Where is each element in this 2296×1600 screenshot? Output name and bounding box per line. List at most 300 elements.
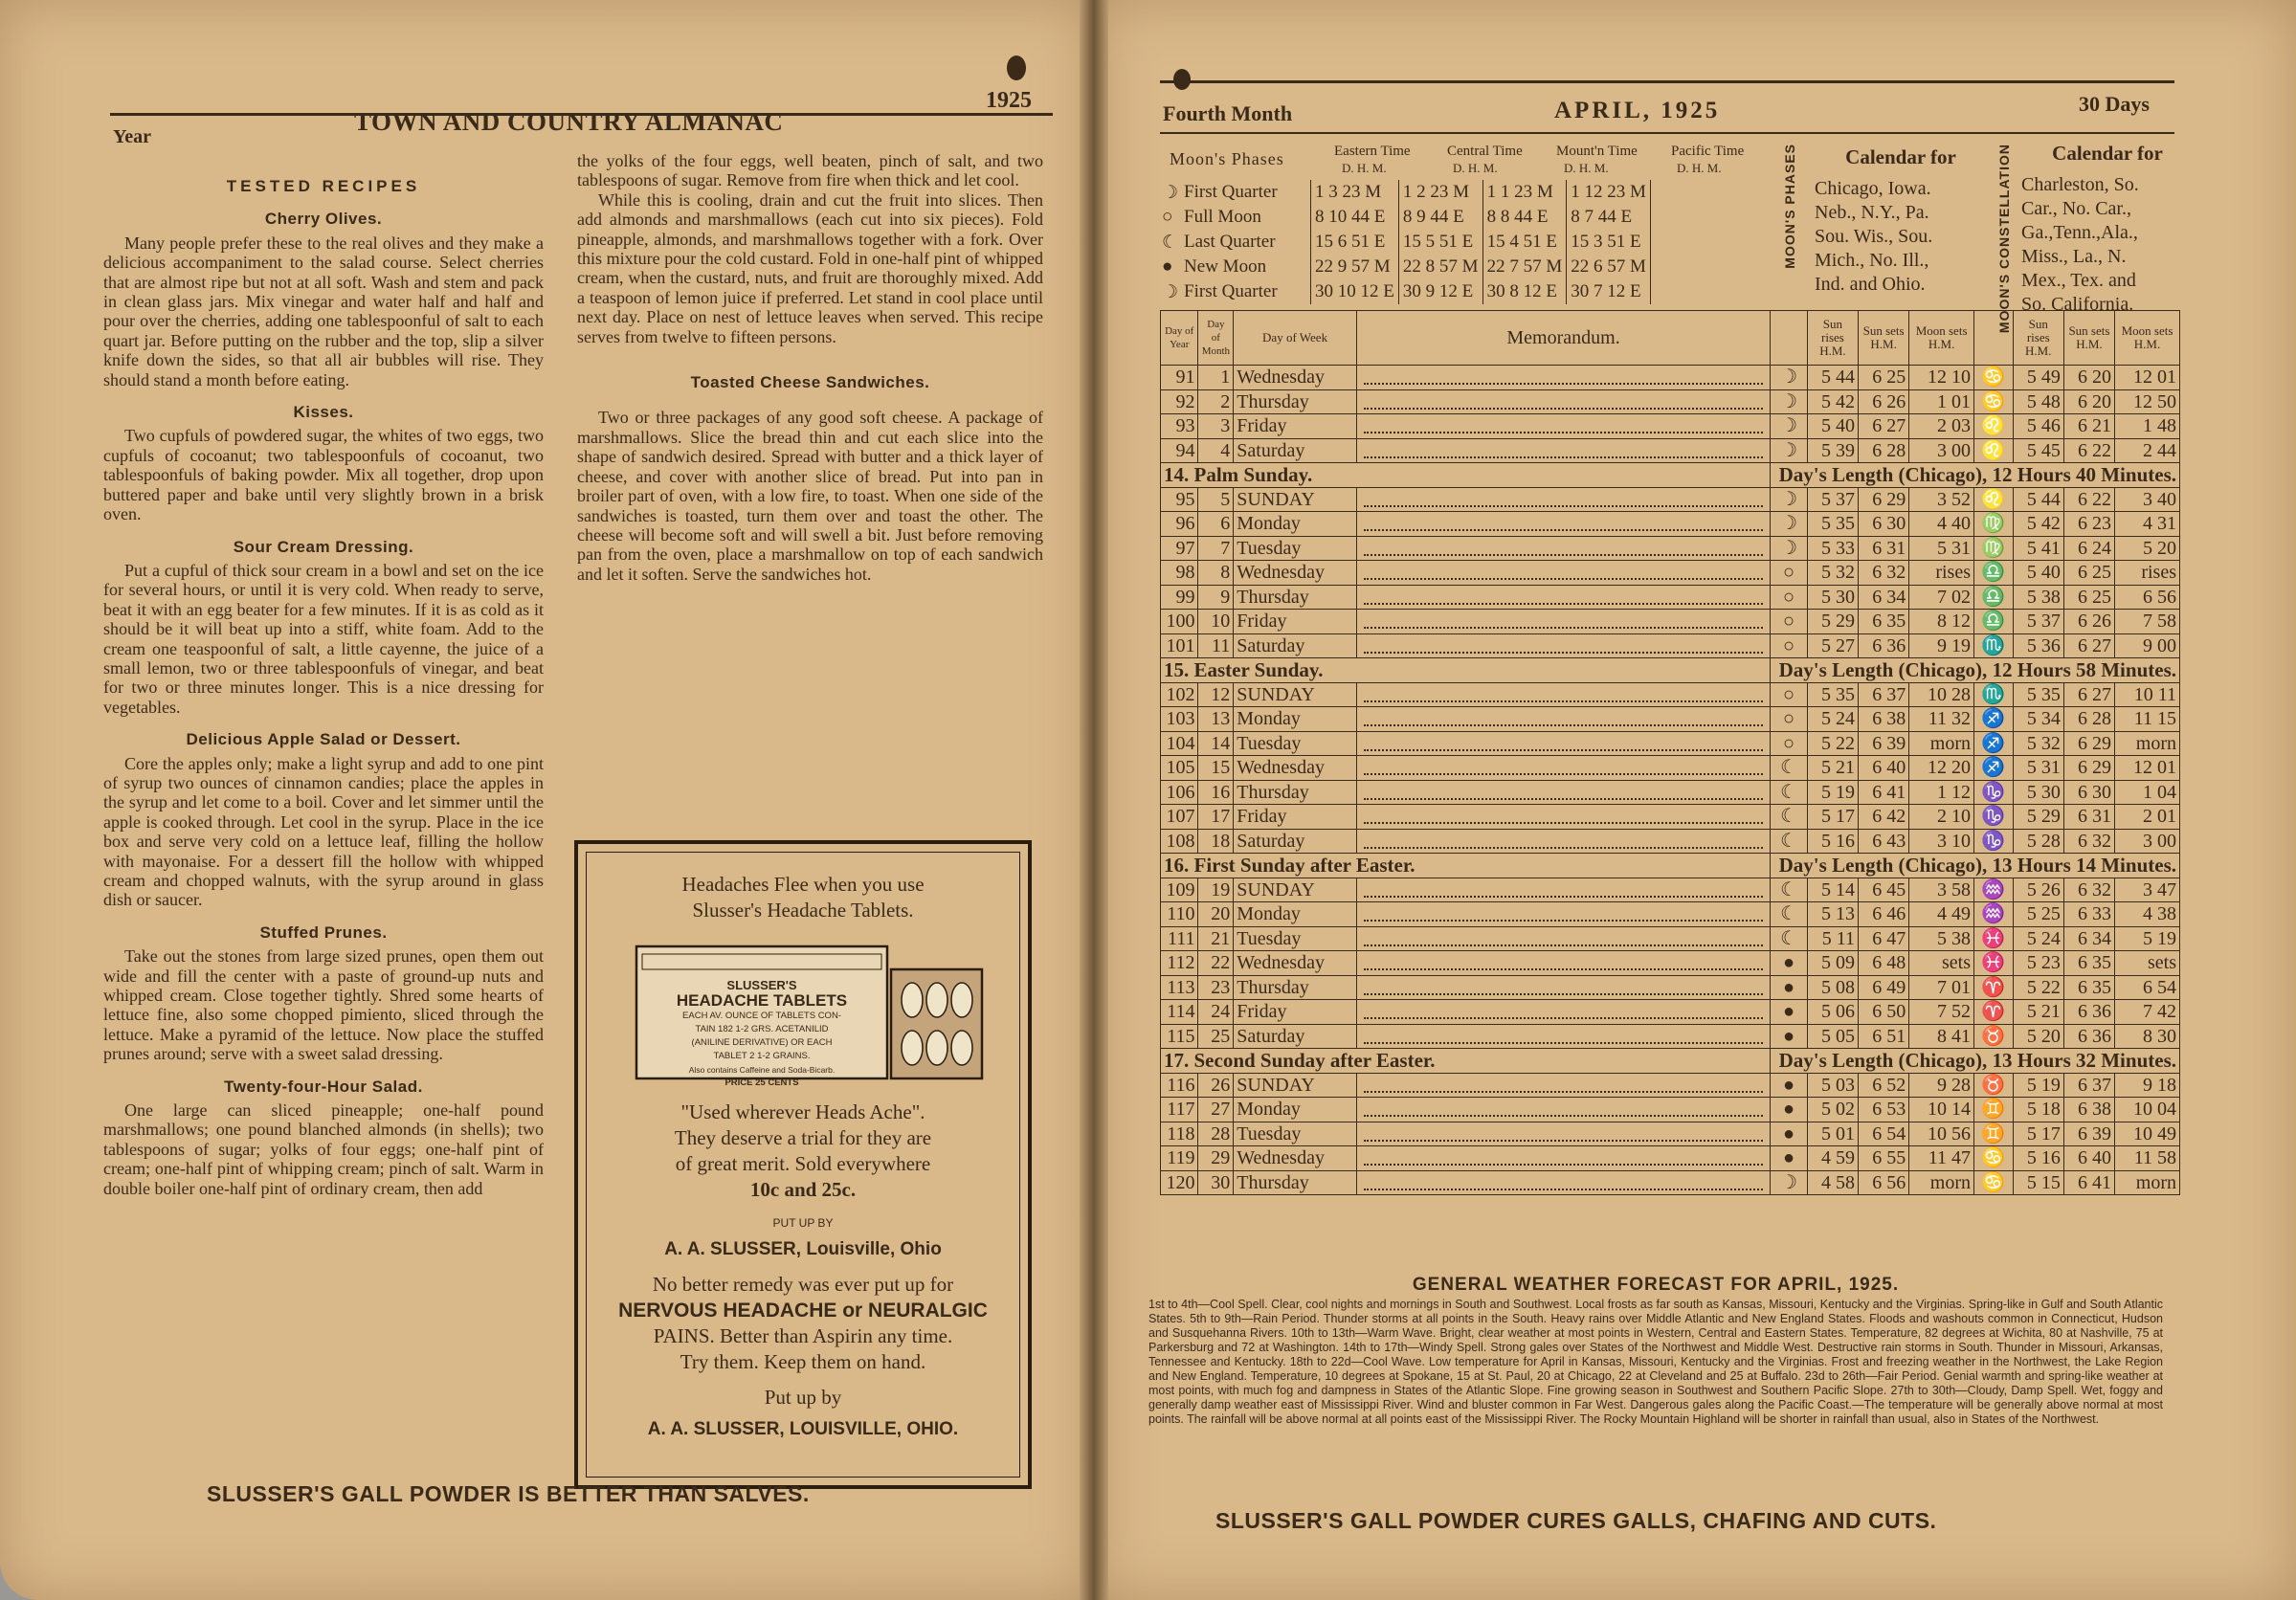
moon-sets: 12 10	[1909, 366, 1974, 390]
moon-sets-south: 1 48	[2115, 414, 2180, 439]
moon-phase-icon: ☽	[1771, 487, 1808, 512]
sun-sets: 6 28	[1859, 438, 1909, 463]
sun-sets: 6 26	[1859, 389, 1909, 414]
moon-sets: 9 19	[1909, 633, 1974, 658]
day-row	[1161, 1122, 2180, 1146]
moon-phase-icon: ☾	[1162, 232, 1179, 253]
sun-sets: 6 45	[1859, 878, 1909, 902]
header-year-label: Year	[113, 126, 151, 147]
moon-sets-south: 5 20	[2115, 536, 2180, 561]
sun-rises-south: 5 18	[2013, 1098, 2063, 1122]
column-header-set: Sun sets H.M.	[2063, 311, 2114, 366]
sun-sets-south: 6 41	[2063, 1170, 2114, 1195]
moon-sets: 3 52	[1909, 487, 1974, 512]
memo-dotted-line	[1364, 955, 1763, 970]
day-length: Day's Length (Chicago), 12 Hours 40 Minutes.	[1771, 463, 2180, 488]
memo[interactable]	[1356, 561, 1770, 586]
moon-sets: 5 31	[1909, 536, 1974, 561]
constellation-sign: ♑	[1974, 805, 2014, 830]
almanac-title: TOWN AND COUNTRY ALMANAC	[354, 107, 784, 136]
sun-sets: 6 39	[1859, 731, 1909, 756]
header-year-number: 1925	[986, 88, 1032, 113]
day-of-week: Wednesday	[1234, 756, 1357, 781]
box-title: HEADACHE TABLETS	[676, 991, 848, 1010]
day-of-week: Wednesday	[1234, 951, 1357, 976]
day-of-year: 113	[1161, 975, 1198, 1000]
sun-rises-south: 5 20	[2013, 1024, 2063, 1049]
memo-dotted-line	[1364, 541, 1763, 556]
column-header-blank	[1771, 311, 1808, 366]
constellation-sign: ♑	[1974, 829, 2014, 854]
moon-sets-south: 5 19	[2115, 926, 2180, 951]
calendar-region-line: Neb., N.Y., Pa.	[1815, 202, 1929, 223]
sun-rises-south: 5 26	[2013, 878, 2063, 902]
memo-dotted-line	[1364, 369, 1763, 385]
right-footer: SLUSSER'S GALL POWDER CURES GALLS, CHAFING AND CUTS.	[1215, 1508, 1937, 1533]
constellation-sign: ♌	[1974, 487, 2014, 512]
recipe-paragraph: One large can sliced pineapple; one-half pound marshmallows; one pound blanched almonds (in shells); two tablespoons of sugar; yolks of four eggs; one-half pint of cream; one-half pint of whipping cream; pinch of salt. Warm in double boiler one-half pint of ordinary cream, then add	[103, 1100, 544, 1198]
moon-sets: morn	[1909, 1170, 1974, 1195]
day-of-month: 9	[1198, 585, 1234, 610]
week-label: 14. Palm Sunday.	[1161, 463, 1771, 488]
day-of-week: Friday	[1234, 805, 1357, 830]
central-time: 22 8 57 M	[1398, 255, 1482, 279]
memo-dotted-line	[1364, 711, 1763, 726]
memo[interactable]	[1356, 1000, 1770, 1025]
moon-phase-icon: ☾	[1771, 902, 1808, 927]
book-gutter	[1080, 0, 1108, 1600]
moon-sets-south: 3 40	[2115, 487, 2180, 512]
sun-rises: 5 11	[1807, 926, 1858, 951]
day-of-year: 103	[1161, 707, 1198, 732]
sun-sets-south: 6 35	[2063, 951, 2114, 976]
sun-rises: 5 30	[1807, 585, 1858, 610]
moon-sets-south: sets	[2115, 951, 2180, 976]
recipe-paragraph: While this is cooling, drain and cut the fruit into slices. Then add almonds and marshmallows (each cut into six pieces). Fold pineapple, almonds, and marshmallows together with a fork. Over this mixture pour the cold custard. Fold in one-half pint of whipped cream, when the custard, nuts, and fruit are thoroughly mixed. Add a teaspoon of lemon juice if preferred. Let stand in cool place until next day. Place on nest of lettuce leaves when served. This recipe serves from twelve to fifteen persons.	[577, 189, 1043, 346]
sun-rises-south: 5 46	[2013, 414, 2063, 439]
constellation-sign: ♎	[1974, 585, 2014, 610]
day-of-week: Monday	[1234, 1098, 1357, 1122]
moon-sets: morn	[1909, 731, 1974, 756]
moon-sets-south: 10 04	[2115, 1098, 2180, 1122]
day-of-year: 118	[1161, 1122, 1198, 1146]
moon-phases-table	[1160, 180, 1651, 304]
constellation-sign: ♉	[1974, 1073, 2014, 1098]
memo-dotted-line	[1364, 809, 1763, 824]
sun-rises: 5 35	[1807, 512, 1858, 537]
tablet-box-label	[642, 979, 881, 1090]
sun-sets-south: 6 23	[2063, 512, 2114, 537]
central-time: 8 9 44 E	[1398, 205, 1482, 230]
moon-sets-south: 4 31	[2115, 512, 2180, 537]
moon-phase-icon: ☾	[1771, 878, 1808, 902]
day-of-month: 3	[1198, 414, 1234, 439]
constellation-sign: ♋	[1974, 366, 2014, 390]
memo[interactable]	[1356, 1024, 1770, 1049]
memo[interactable]	[1356, 707, 1770, 732]
column-header-dom: Day of Month	[1198, 311, 1234, 366]
weather-title: GENERAL WEATHER FORECAST FOR APRIL, 1925.	[1412, 1275, 1900, 1295]
calendar-title: Calendar for	[1845, 145, 1956, 168]
memo[interactable]	[1356, 829, 1770, 854]
day-of-year: 91	[1161, 366, 1198, 390]
recipe-paragraph: Two cupfuls of powdered sugar, the whites of two eggs, two cupfuls of cocoanut; two tablespoonfuls of cocoanut, two tablespoonfuls of baking powder. Mix all together, drop upon buttered paper and bake until very slightly brown in a brisk oven.	[103, 426, 544, 524]
memo-dotted-line	[1364, 1078, 1763, 1093]
sun-sets: 6 50	[1859, 1000, 1909, 1025]
day-of-month: 4	[1198, 438, 1234, 463]
sun-sets: 6 51	[1859, 1024, 1909, 1049]
sun-rises-south: 5 40	[2013, 561, 2063, 586]
sun-sets: 6 31	[1859, 536, 1909, 561]
mountain-time: 8 8 44 E	[1482, 205, 1567, 230]
column-header-dow: Day of Week	[1234, 311, 1357, 366]
moon-phase-icon: ○	[1771, 585, 1808, 610]
sun-sets: 6 48	[1859, 951, 1909, 976]
calendar-region-line: Miss., La., N.	[2021, 246, 2127, 267]
sun-rises-south: 5 21	[2013, 1000, 2063, 1025]
sun-sets: 6 55	[1859, 1146, 1909, 1171]
sun-sets-south: 6 39	[2063, 1122, 2114, 1146]
recipe-title: Cherry Olives.	[264, 210, 383, 229]
day-of-week: Wednesday	[1234, 366, 1357, 390]
day-of-week: Saturday	[1234, 1024, 1357, 1049]
box-text: (ANILINE DERIVATIVE) OR EACH	[691, 1037, 833, 1048]
memo-dotted-line	[1364, 492, 1763, 507]
sun-sets-south: 6 29	[2063, 756, 2114, 781]
memo-dotted-line	[1364, 443, 1763, 458]
memo[interactable]	[1356, 414, 1770, 439]
moon-phase-icon: ●	[1771, 1122, 1808, 1146]
constellation-sign: ♈	[1974, 975, 2014, 1000]
sun-sets: 6 29	[1859, 487, 1909, 512]
week-label: 16. First Sunday after Easter.	[1161, 854, 1771, 878]
calendar-region-line: Charleston, So.	[2021, 174, 2139, 195]
moon-phase-icon: ●	[1771, 1098, 1808, 1122]
sun-sets: 6 54	[1859, 1122, 1909, 1146]
sun-sets: 6 52	[1859, 1073, 1909, 1098]
moon-sets-south: 12 50	[2115, 389, 2180, 414]
central-time: 1 2 23 M	[1398, 180, 1482, 205]
moon-phase-row	[1160, 205, 1650, 230]
memo[interactable]	[1356, 1098, 1770, 1122]
moon-phase-icon: ●	[1771, 1073, 1808, 1098]
day-of-month: 24	[1198, 1000, 1234, 1025]
pacific-time: 15 3 51 E	[1567, 230, 1651, 255]
day-row	[1161, 829, 2180, 854]
moon-phase-icon: ☾	[1771, 756, 1808, 781]
day-of-year: 107	[1161, 805, 1198, 830]
day-of-month: 15	[1198, 756, 1234, 781]
constellation-sign: ♍	[1974, 512, 2014, 537]
day-of-month: 12	[1198, 682, 1234, 707]
pacific-time: 22 6 57 M	[1567, 255, 1651, 279]
ad-inner-border	[586, 852, 1020, 1478]
calendar-regions	[2021, 173, 2194, 317]
memo[interactable]	[1356, 780, 1770, 805]
moon-phase-row	[1160, 180, 1650, 205]
week-label: 17. Second Sunday after Easter.	[1161, 1049, 1771, 1074]
moon-sets: 10 56	[1909, 1122, 1974, 1146]
moon-phase-icon: ●	[1771, 1146, 1808, 1171]
memo[interactable]	[1356, 610, 1770, 634]
month-label: Fourth Month	[1163, 101, 1293, 125]
day-row	[1161, 414, 2180, 439]
memo[interactable]	[1356, 536, 1770, 561]
memo-dotted-line	[1364, 1175, 1763, 1190]
moon-sets: 7 52	[1909, 1000, 1974, 1025]
moon-sets: 8 41	[1909, 1024, 1974, 1049]
sun-sets: 6 47	[1859, 926, 1909, 951]
week-heading-row	[1161, 854, 2180, 878]
memo[interactable]	[1356, 951, 1770, 976]
sun-sets: 6 56	[1859, 1170, 1909, 1195]
memo-dotted-line	[1364, 394, 1763, 410]
headache-tablets-ad	[574, 840, 1032, 1489]
constellation-sign: ♍	[1974, 536, 2014, 561]
moon-phase-row	[1160, 279, 1650, 304]
day-row	[1161, 389, 2180, 414]
memo-dotted-line	[1364, 1126, 1763, 1142]
memo-dotted-line	[1364, 785, 1763, 800]
ad-price-text: 10c and 25c.	[749, 1178, 857, 1201]
moon-phase-icon: ☽	[1771, 389, 1808, 414]
memo[interactable]	[1356, 926, 1770, 951]
day-of-month: 27	[1198, 1098, 1234, 1122]
sun-sets-south: 6 28	[2063, 707, 2114, 732]
calendar-region-line: Chicago, Iowa.	[1815, 178, 1931, 199]
day-of-week: Friday	[1234, 610, 1357, 634]
vertical-constellation-label: MOON'S CONSTELLATION	[1996, 144, 2012, 334]
day-of-month: 11	[1198, 633, 1234, 658]
moon-phase-icon: ☽	[1771, 536, 1808, 561]
day-of-month: 26	[1198, 1073, 1234, 1098]
moon-phase-icon: ○	[1162, 207, 1173, 227]
memo[interactable]	[1356, 487, 1770, 512]
sun-rises: 5 33	[1807, 536, 1858, 561]
ad-text: Try them. Keep them on hand.	[680, 1350, 926, 1373]
moon-sets-south: 3 00	[2115, 829, 2180, 854]
day-of-year: 96	[1161, 512, 1198, 537]
sun-sets-south: 6 25	[2063, 585, 2114, 610]
moon-phase-icon: ☽	[1771, 366, 1808, 390]
memo[interactable]	[1356, 805, 1770, 830]
moon-sets-south: 12 01	[2115, 366, 2180, 390]
constellation-sign: ♉	[1974, 1024, 2014, 1049]
moon-phase-name: Full Moon	[1180, 205, 1311, 230]
eastern-time: 22 9 57 M	[1311, 255, 1399, 279]
memo[interactable]	[1356, 756, 1770, 781]
moon-phase-icon: ☽	[1162, 182, 1179, 203]
moon-sets: 2 10	[1909, 805, 1974, 830]
calendar-region-line: Mex., Tex. and	[2021, 270, 2136, 291]
sun-sets: 6 38	[1859, 707, 1909, 732]
day-of-month: 29	[1198, 1146, 1234, 1171]
memo[interactable]	[1356, 512, 1770, 537]
day-of-week: Monday	[1234, 512, 1357, 537]
constellation-sign: ♏	[1974, 682, 2014, 707]
day-of-year: 108	[1161, 829, 1198, 854]
day-of-week: Saturday	[1234, 633, 1357, 658]
ad-text: No better remedy was ever put up for	[652, 1273, 954, 1296]
constellation-sign: ♈	[1974, 1000, 2014, 1025]
moon-sets-south: 11 15	[2115, 707, 2180, 732]
recipe-paragraph: Many people prefer these to the real olives and they make a delicious accompaniment to the salad course. Select cherries that are almost ripe but not at all soft. Wash and stem and pack in clean glass jars. Mix vinegar and water half and half and pour over the cherries, adding one tablespoonful of salt to each quart jar. Before putting on the rubber and the top, slip a silver knife down the sides, so that all air bubbles will rise. They should stand a month before eating.	[103, 233, 544, 389]
day-of-year: 98	[1161, 561, 1198, 586]
moon-sets: 3 58	[1909, 878, 1974, 902]
left-footer: SLUSSER'S GALL POWDER IS BETTER THAN SALVES.	[207, 1481, 810, 1506]
recipes-column-1	[103, 177, 544, 1198]
day-of-week: Saturday	[1234, 438, 1357, 463]
day-row	[1161, 1024, 2180, 1049]
moon-phase-icon: ☽	[1771, 438, 1808, 463]
calendar-title: Calendar for	[2052, 142, 2163, 165]
sun-sets-south: 6 26	[2063, 610, 2114, 634]
day-of-month: 20	[1198, 902, 1234, 927]
ad-text: PAINS. Better than Aspirin any time.	[653, 1324, 953, 1347]
moon-sets: 8 12	[1909, 610, 1974, 634]
memo[interactable]	[1356, 389, 1770, 414]
day-row	[1161, 951, 2180, 976]
eastern-time: 30 10 12 E	[1311, 279, 1399, 304]
memo[interactable]	[1356, 878, 1770, 902]
column-header-memo: Memorandum.	[1356, 311, 1770, 366]
recipe-title: Kisses.	[293, 403, 354, 422]
sun-sets: 6 41	[1859, 780, 1909, 805]
memo[interactable]	[1356, 1073, 1770, 1098]
memo[interactable]	[1356, 366, 1770, 390]
memo-dotted-line	[1364, 906, 1763, 922]
sun-rises-south: 5 29	[2013, 805, 2063, 830]
phases-central: Central Time	[1447, 144, 1523, 159]
box-text: TABLET 2 1-2 GRAINS.	[713, 1051, 811, 1061]
moon-sets: 12 20	[1909, 756, 1974, 781]
memo[interactable]	[1356, 585, 1770, 610]
memo-dotted-line	[1364, 1101, 1763, 1117]
memo[interactable]	[1356, 1146, 1770, 1171]
ad-headline: Headaches Flee when you use	[681, 873, 925, 896]
sun-sets-south: 6 30	[2063, 780, 2114, 805]
memo[interactable]	[1356, 633, 1770, 658]
sun-sets: 6 43	[1859, 829, 1909, 854]
week-heading-row	[1161, 463, 2180, 488]
column-header-doy: Day of Year	[1161, 311, 1198, 366]
day-row	[1161, 1146, 2180, 1171]
eastern-time: 1 3 23 M	[1311, 180, 1399, 205]
calendar-region-line: Ga.,Tenn.,Ala.,	[2021, 222, 2138, 243]
sun-rises: 5 35	[1807, 682, 1858, 707]
day-of-month: 16	[1198, 780, 1234, 805]
day-of-year: 111	[1161, 926, 1198, 951]
day-of-year: 93	[1161, 414, 1198, 439]
day-of-year: 105	[1161, 756, 1198, 781]
sun-rises: 4 58	[1807, 1170, 1858, 1195]
moon-sets: 11 47	[1909, 1146, 1974, 1171]
eastern-time: 15 6 51 E	[1311, 230, 1399, 255]
day-of-year: 120	[1161, 1170, 1198, 1195]
day-of-week: Tuesday	[1234, 731, 1357, 756]
memo[interactable]	[1356, 902, 1770, 927]
calendar-region-line: So. California.	[2021, 294, 2134, 315]
calendar-region-line: Car., No. Car.,	[2021, 198, 2131, 219]
day-of-year: 109	[1161, 878, 1198, 902]
daily-calendar-table	[1160, 310, 2180, 1195]
day-of-month: 25	[1198, 1024, 1234, 1049]
day-row	[1161, 1000, 2180, 1025]
day-of-week: Monday	[1234, 902, 1357, 927]
day-of-month: 28	[1198, 1122, 1234, 1146]
moon-phase-icon: ●	[1771, 1024, 1808, 1049]
calendar-charleston	[2021, 142, 2194, 317]
phases-col-title: Moon's Phases	[1170, 149, 1284, 168]
box-brand: SLUSSER'S	[726, 978, 797, 992]
mountain-time: 30 8 12 E	[1482, 279, 1567, 304]
moon-phase-icon: ●	[1771, 951, 1808, 976]
moon-sets: 7 02	[1909, 585, 1974, 610]
sun-sets-south: 6 36	[2063, 1000, 2114, 1025]
central-time: 30 9 12 E	[1398, 279, 1482, 304]
memo[interactable]	[1356, 1170, 1770, 1195]
pacific-time: 1 12 23 M	[1567, 180, 1651, 205]
ad-text: They deserve a trial for they are	[674, 1126, 932, 1149]
moon-phase-icon: ●	[1771, 975, 1808, 1000]
sun-sets-south: 6 34	[2063, 926, 2114, 951]
memo[interactable]	[1356, 1122, 1770, 1146]
day-row	[1161, 1073, 2180, 1098]
ad-text: of great merit. Sold everywhere	[675, 1152, 931, 1175]
sun-rises-south: 5 34	[2013, 707, 2063, 732]
ad-quote: "Used wherever Heads Ache".	[680, 1100, 925, 1123]
sun-sets: 6 42	[1859, 805, 1909, 830]
constellation-sign: ♏	[1974, 633, 2014, 658]
day-of-year: 117	[1161, 1098, 1198, 1122]
memo-dotted-line	[1364, 589, 1763, 605]
recipe-paragraph: Two or three packages of any good soft cheese. A package of marshmallows. Slice the bread thin and cut each slice into the shape of sandwich desired. Spread with butter and a thick layer of cheese, and cover with another slice of bread. Put into pan in broiler part of oven, with a low fire, to toast. When one side of the sandwiches is toasted, turn them over and toast the other. The cheese will become soft and will swell a bit. Just before removing pan from the oven, place a marshmallow on top of each sandwich and let it soften. Serve the sandwiches hot.	[577, 408, 1043, 584]
day-row	[1161, 610, 2180, 634]
memo[interactable]	[1356, 682, 1770, 707]
day-of-week: Friday	[1234, 414, 1357, 439]
memo[interactable]	[1356, 731, 1770, 756]
sun-rises: 4 59	[1807, 1146, 1858, 1171]
constellation-sign: ♓	[1974, 951, 2014, 976]
day-of-month: 2	[1198, 389, 1234, 414]
day-of-month: 5	[1198, 487, 1234, 512]
moon-sets-south: 7 42	[2115, 1000, 2180, 1025]
recipe-title: Delicious Apple Salad or Dessert.	[186, 730, 461, 749]
box-text: Also contains Caffeine and Soda-Bicarb.	[688, 1065, 836, 1075]
memo[interactable]	[1356, 438, 1770, 463]
day-of-week: Saturday	[1234, 829, 1357, 854]
day-row	[1161, 438, 2180, 463]
sun-rises-south: 5 23	[2013, 951, 2063, 976]
phases-sub: D. H. M.	[1453, 161, 1498, 175]
moon-sets: 1 01	[1909, 389, 1974, 414]
phases-eastern: Eastern Time	[1334, 144, 1411, 159]
day-row	[1161, 756, 2180, 781]
calendar-chicago	[1815, 145, 1987, 297]
moon-phase-icon: ☽	[1771, 512, 1808, 537]
day-of-week: Tuesday	[1234, 536, 1357, 561]
constellation-sign: ♒	[1974, 878, 2014, 902]
sun-sets: 6 36	[1859, 633, 1909, 658]
sun-sets-south: 6 21	[2063, 414, 2114, 439]
moon-phase-icon: ○	[1771, 633, 1808, 658]
memo[interactable]	[1356, 975, 1770, 1000]
day-of-week: Thursday	[1234, 780, 1357, 805]
sun-rises: 5 27	[1807, 633, 1858, 658]
day-of-year: 97	[1161, 536, 1198, 561]
sun-sets: 6 53	[1859, 1098, 1909, 1122]
constellation-sign: ♎	[1974, 610, 2014, 634]
